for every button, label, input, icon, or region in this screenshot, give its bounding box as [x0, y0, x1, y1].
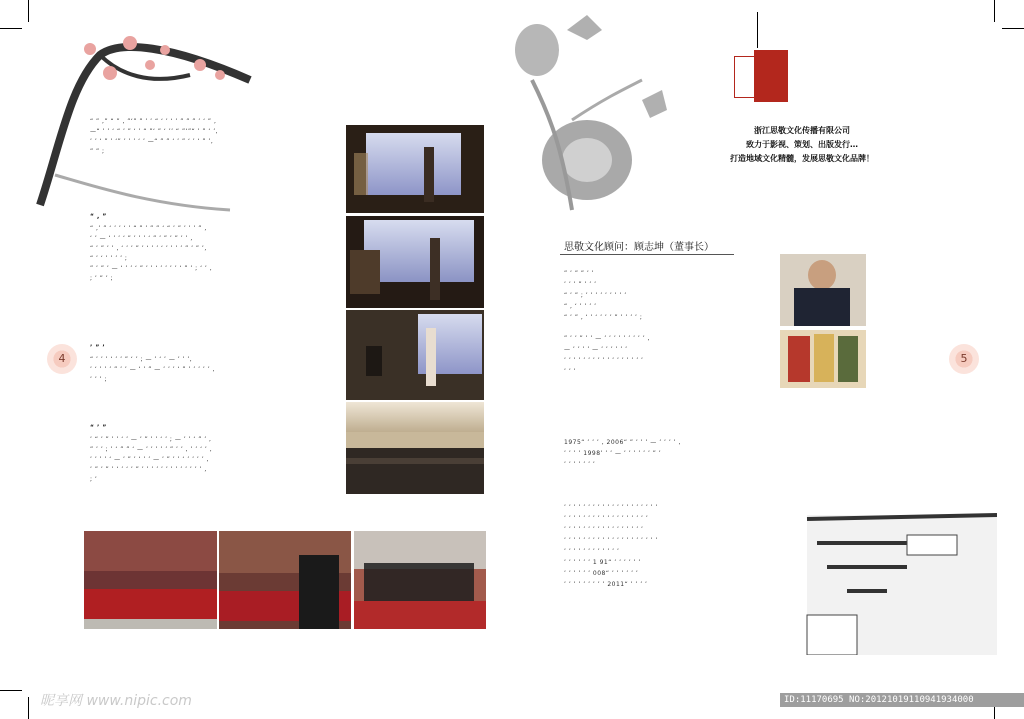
- photo-meeting-red-chairs-2: [219, 531, 351, 629]
- section-heading: “ ’ ”: [90, 424, 107, 431]
- text-line: ” ” ;: [90, 148, 105, 155]
- text-line: ’ ’ ’ ’ ’ ’ ’ ’ ’ ’ ’ ’ ’ ’ ’ ’ ’ ’ ’ ’: [564, 504, 658, 511]
- text-line: ’ ’ ’ ’ ’ ’ ’ ’ ’ 2011“ ’ ’ ’ ’: [564, 581, 648, 588]
- text-line: ’ ’ ’ ’ ’ ’ ’ ’ ’ ’ ’ ’ ’ ’ ’ ’ ’: [564, 357, 644, 364]
- advisor-bio-1: [564, 268, 884, 377]
- crop-mark: [1002, 28, 1024, 29]
- text-line: ’ ’ ’ ’ 1998’ ’ ’ — ’ ’ ’ ’ ’ ’ ” ’: [564, 450, 662, 457]
- text-line: ” ’ ’ ” ’ ’ — ’ ’ ’ ’ ’ ’ ’ ’ ’ ,: [564, 335, 650, 342]
- advisor-title-text: 思敬文化顾问：顾志坤（董事长）: [564, 242, 714, 253]
- text-section-1: [90, 117, 346, 157]
- text-line: “ ,’ ” ‘ ’ ’ ‘ ’ “ ” ’ ” ” ‘ “ ’ ” ’ ’ ’ ” ,: [90, 225, 207, 232]
- photo-meeting-standing: [354, 531, 486, 629]
- peony-flower-art: [512, 10, 672, 230]
- crop-mark: [994, 0, 995, 22]
- text-line: ‘ ’ — ‘ ’ ’ ‘ ” ’ ’ ’ ‘ ” ’ ” ’ ” ’ ’ ,: [90, 235, 193, 242]
- text-line: “ ” ,” “ ” , ”‘” ” ’ ’ “ ‘ ’ ‘ ’ ” ” ” ’ ‘ ” ,: [90, 118, 217, 125]
- company-info: [662, 124, 942, 166]
- text-line: “ , ‘ ’ ’ ’ ’: [564, 303, 597, 310]
- text-line: ” ’ ” ’ — ‘ ’ ’ ‘ ” ’ ’ ‘ ’ ’ ’ ’ ‘ ” ’ ; ‘ ’ ,: [90, 265, 213, 272]
- crop-mark: [28, 0, 29, 22]
- text-line: “ ’ ” , ‘ ’ ‘ ’ ’ ’ ” ’ ’ ’ ’ ;: [564, 314, 643, 321]
- text-line: ’ “ ’ ” ’ ’ ‘ ’ — ’ ” ’ ’ ‘ ’ ; — ’ ’ ‘ ” ’ ,: [90, 436, 212, 443]
- text-line: ’ ’ ’ ’ ’ ’ ’: [564, 461, 596, 468]
- text-section-4: [90, 423, 346, 485]
- text-line: “ ’ ” ’ ’ , ‘ ’ ’ ” ’ ‘ ’ ’ ‘ ’ ’ ’ ’ ” ’ ” ’,: [90, 245, 207, 252]
- company-slogan-1: 致力于影视、策划、出版发行…: [746, 140, 858, 149]
- text-line: ’ ’ ’ ’ ’ ’ ’ ’ ’ ’ ’ ’ ’ ’ ’ ’ ’ ’ ’ ’: [564, 537, 658, 544]
- text-line: ’ ’ ’ ’ ’ ’ 1 91“ ’ ’ ’ ’ ’ ’: [564, 559, 641, 566]
- watermark: 昵享网 www.nipic.com: [40, 693, 192, 709]
- text-line: 1975“ ’ ’ ’ , 2006“ ” ’ ’ ’ — ’ ’ ’ ’ ,: [564, 439, 681, 446]
- crop-mark: [28, 697, 29, 719]
- text-line: ’ ’ ’ ’ ’ ’ ’ ’ ’ ’ ’ ’ ’ ’ ’ ’ ’ ’: [564, 515, 649, 522]
- text-line: ; ’ ” ’ ;: [90, 275, 114, 282]
- text-line: — ’ ’ ’ ’ — ’ ’ ’ ’ ’ ’: [564, 346, 628, 353]
- page-number: 5: [949, 344, 979, 374]
- text-line: ” ’ ’ ; ’ ‘ ” ” ‘ — ’ ’ ’ ’ ’ ” ’ ’ , ’ ’ ‘ ’ ,: [90, 446, 213, 453]
- text-line: ’ ’ ’ ;: [90, 376, 107, 383]
- section-heading: ’ ” ’: [90, 344, 106, 351]
- text-line: ’ ” ’ ” ’ ‘ ’ ‘ ’ ” ’ ’ ’ ’ ’ ’ ’ ’ ’ ’ ’ ’ ’ ,: [90, 466, 207, 473]
- page-number: 4: [47, 344, 77, 374]
- company-name: 浙江思敬文化传播有限公司: [754, 126, 850, 135]
- crop-mark: [0, 28, 22, 29]
- right-page: [512, 0, 1024, 719]
- text-line: ’ ’ ’ ’ ’ ’ 008“ ’ ’ ’ ’ ’ ’: [564, 570, 639, 577]
- text-section-3: [90, 343, 346, 385]
- text-line: ; ’: [90, 476, 98, 483]
- text-line: ’ ’ ’ ’ ‘ — ’ ” ’ ‘ ’ ’ — ’ ” ’ ’ ‘ ’ ’ ’ ’ ,: [90, 456, 209, 463]
- photo-speaker-stage-2: [346, 216, 484, 308]
- text-line: ” ’ ” ” ’ ’: [564, 270, 595, 277]
- company-slogan-2: 打造地域文化精髓，发展思敬文化品牌！: [730, 154, 874, 163]
- text-line: ’ ’ ’: [564, 368, 577, 375]
- advisor-bio-2: [564, 437, 884, 470]
- text-line: “ ’ ’ ’ ‘ ’ ’ ” ‘ ’ ; — ’ ‘ ’ — ’ ’ ’,: [90, 356, 193, 363]
- text-line: “ ’ ‘ ’ ’ ’ ’ ;: [90, 255, 128, 262]
- photo-meeting-red-chairs-1: [84, 531, 217, 629]
- photo-speaker-stage-3: [346, 310, 484, 400]
- logo-seal: [734, 50, 788, 102]
- text-line: ’ ‘ ’ ’ ’ ” ’ ’ — ‘ ’ ” — ’ ’ ’ ‘ ” ’ ’ ’ ’ ’ ,: [90, 366, 215, 373]
- text-section-2: [90, 212, 346, 284]
- image-id-bar: ID:11170695 NO:20121019110941934000: [780, 693, 1024, 707]
- crop-mark: [757, 12, 758, 48]
- photo-speaker-stage-1: [346, 125, 484, 213]
- text-line: ’ ’ ’ ” ’ ’ ’: [564, 281, 597, 288]
- text-line: ’ ’ ’ ’ ’ ’ ’ ’ ’ ’ ’ ’ ’ ’ ’ ’ ’: [564, 526, 644, 533]
- section-heading: “ , ”: [90, 213, 107, 220]
- text-line: ’ ’ ’ ’ ’ ’ ’ ’ ’ ’ ’ ’: [564, 548, 620, 555]
- huizhou-architecture-art: [787, 495, 997, 655]
- text-line: ’ ’ ‘ ” ’ ‘” ’ ’ ’ ‘ ’ —“ ” ” ‘ ’ ” ‘ ’ ‘ ” ’,: [90, 138, 214, 145]
- photo-conference-hall: [346, 402, 484, 494]
- crop-mark: [0, 690, 22, 691]
- advisor-heading: [564, 238, 714, 253]
- text-line: —“ ’ ’ ‘ “ ’ ” ‘ ’ “ ”‘ ” ‘ ’’ “ ”‘”“ ’ ” ‘ ’,: [90, 128, 219, 135]
- text-line: “ ’ ” ; ’ ’ ’ ’ ’ ’ ’ ’ ’: [564, 292, 627, 299]
